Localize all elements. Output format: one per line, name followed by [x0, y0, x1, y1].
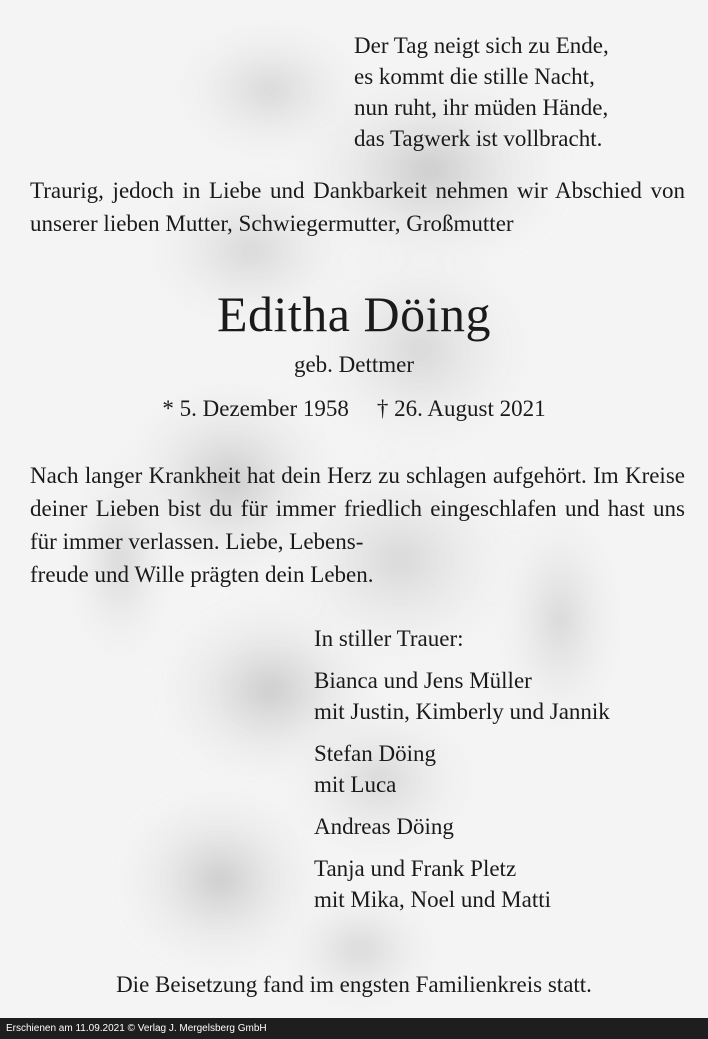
mourner-group — [314, 853, 694, 915]
mourner-names: Stefan Döing — [314, 741, 437, 766]
mourner-group — [314, 738, 694, 800]
life-dates — [0, 393, 708, 425]
closing-note: Die Beisetzung fand im engsten Familienkreis statt. — [116, 972, 592, 997]
poem-line: es kommt die stille Nacht, — [354, 64, 595, 89]
maiden-name: geb. Dettmer — [293, 352, 415, 377]
birth-date: * 5. Dezember 1958 — [162, 396, 349, 421]
mourner-group — [314, 665, 694, 727]
message-paragraph: Nach langer Krankheit hat dein Herz zu schlagen aufgehört. Im Kreise deiner Lieben bist du für immer friedlich eingeschlafen und hast uns für immer verlassen. Liebe, Lebens- — [30, 463, 685, 554]
message-text — [30, 459, 685, 591]
mourner-children: mit Justin, Kimberly und Jannik — [314, 699, 610, 724]
message-last-line: freude und Wille prägten dein Leben. — [30, 562, 374, 587]
poem-line: das Tagwerk ist vollbracht. — [354, 126, 603, 151]
mourner-group — [314, 811, 694, 842]
publication-footer — [0, 1018, 708, 1039]
mourners-heading: In stiller Trauer: — [314, 626, 464, 651]
mourner-names: Tanja und Frank Pletz — [314, 856, 517, 881]
publication-credit: Erschienen am 11.09.2021 © Verlag J. Mergelsberg GmbH — [6, 1023, 267, 1034]
death-date: † 26. August 2021 — [376, 396, 546, 421]
mourner-children: mit Luca — [314, 772, 397, 797]
mourner-children: mit Mika, Noel und Matti — [314, 887, 552, 912]
intro-text: Traurig, jedoch in Liebe und Dankbarkeit nehmen wir Abschied von unserer lieben Mutter, Schwiegermutter, Großmutter — [30, 178, 685, 236]
poem-line: nun ruht, ihr müden Hände, — [354, 95, 609, 120]
mourners-list — [314, 623, 694, 926]
poem-line: Der Tag neigt sich zu Ende, — [354, 33, 609, 58]
poem-verse — [354, 30, 684, 154]
mourner-names: Bianca und Jens Müller — [314, 668, 532, 693]
mourner-names: Andreas Döing — [314, 814, 454, 839]
deceased-name: Editha Döing — [216, 286, 492, 342]
